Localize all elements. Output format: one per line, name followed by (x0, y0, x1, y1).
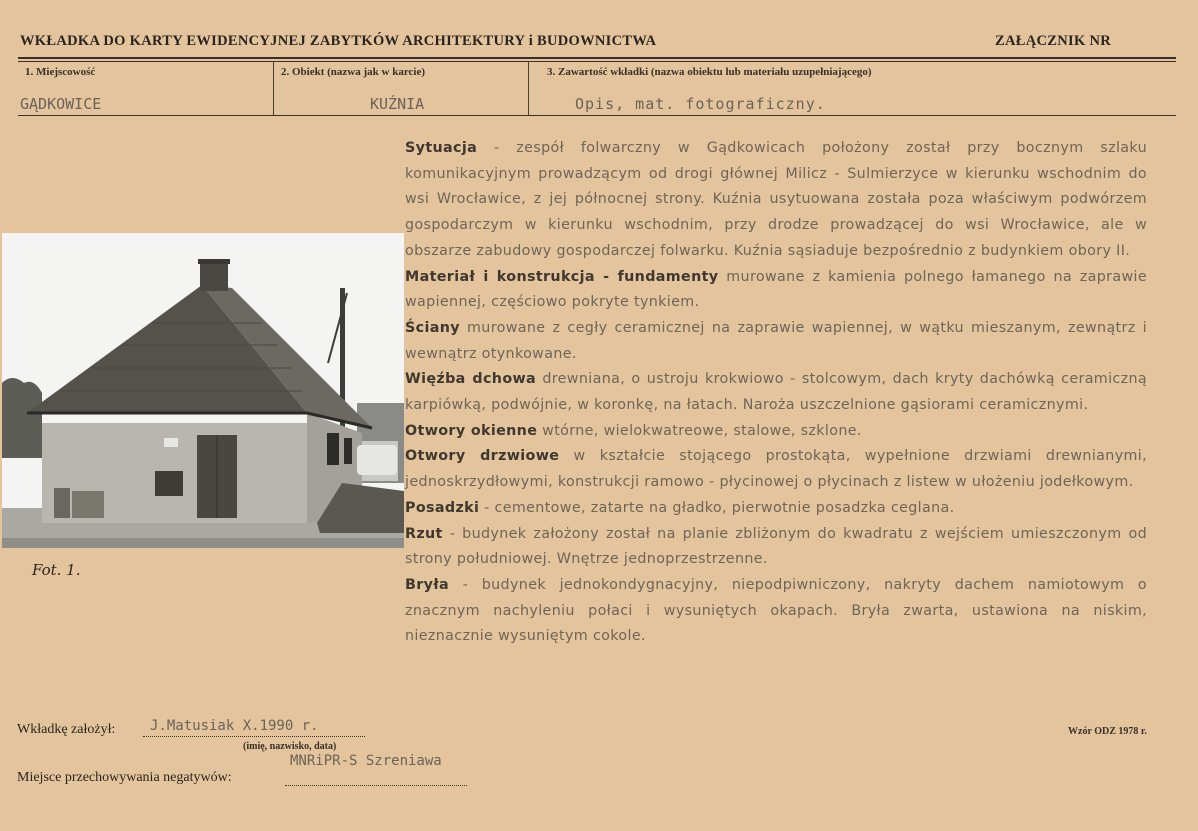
doors-text: w kształcie stojącego prostokąta, wypełnione drzwiami drewnianymi, jednoskrzydłowymi, konstrukcji ramowo - płycinowej o płycinach z listew w ułożeniu jodełkowym. (405, 448, 1147, 491)
content-value: Opis, mat. fotograficzny. (575, 95, 826, 113)
storage-value: MNRiPR-S Szreniawa (290, 753, 442, 769)
storage-dotted-line (285, 785, 467, 786)
description-material (405, 265, 1147, 316)
situation-text: - zespół folwarczny w Gądkowicach położony został przy bocznym szlaku komunikacyjnym prowadzącym od drogi głównej Milicz - Sulmierzyce w kierunku wschodnim do wsi Wrocławice, z jej północnej strony. Kuźnia usytuowana została poza właściwym podwórzem gospodarczym w kierunku wschodnim, przy drodze prowadzącej do wsi Wrocławice, ale w obszarze zabudowy gospodarczej folwarku. Kuźnia sąsiaduje bezpośrednio z budynkiem obory II. (405, 140, 1147, 259)
description-situation (405, 136, 1147, 265)
header-rule-second (18, 61, 1176, 62)
field-divider-1 (273, 61, 274, 115)
plan-text: - budynek założony został na planie zbliżonym do kwadratu z wejściem umieszczonym od strony południowej. Wnętrze jednoprzestrzenne. (405, 525, 1147, 568)
plan-heading: Rzut (405, 525, 443, 542)
author-label: Wkładkę założył: (17, 722, 116, 737)
forge-building-image (2, 233, 404, 548)
situation-heading: Sytuacja (405, 140, 478, 156)
photo-caption: Fot. 1. (32, 561, 81, 579)
storage-label: Miejsce przechowywania negatywów: (17, 770, 232, 785)
mass-heading: Bryła (405, 576, 449, 593)
description-mass (405, 573, 1147, 650)
description-walls (405, 316, 1147, 367)
description-plan (405, 522, 1147, 573)
doors-heading: Otwory drzwiowe (405, 448, 560, 465)
locality-value: GĄDKOWICE (20, 95, 102, 113)
material-text: murowane z kamienia polnego łamanego na zaprawie wapiennej, częściowo pokryte tynkiem. (405, 268, 1147, 311)
walls-heading: Ściany (405, 319, 460, 336)
form-model-label: Wzór ODZ 1978 r. (1068, 726, 1147, 737)
object-value: KUŹNIA (370, 95, 425, 113)
author-hint: (imię, nazwisko, data) (243, 741, 337, 752)
field-divider-2 (528, 61, 529, 115)
mass-text: - budynek jednokondygnacyjny, niepodpiwniczony, nakryty dachem namiotowym o znacznym nachyleniu połaci i wysuniętych okapach. Bryła zwarta, ustawiona na niskim, nieznacznie wysuniętym cokole. (405, 576, 1147, 645)
attachment-number-label: ZAŁĄCZNIK NR (995, 33, 1111, 49)
fields-rule-bottom (18, 115, 1176, 116)
author-dotted-line (143, 736, 365, 737)
windows-text: wtórne, wielokwatreowe, stalowe, szklone. (537, 422, 862, 439)
description-text (405, 136, 1147, 650)
walls-text: murowane z cegły ceramicznej na zaprawie wapiennej, w wątku mieszanym, zewnątrz i wewnątrz otynkowane. (405, 319, 1147, 362)
description-floors (405, 496, 1147, 522)
roof-truss-text: drewniana, o ustroju krokwiowo - stolcowym, dach kryty dachówką ceramiczną karpiówką, podwójnie, w koronkę, na łatach. Naroża uszczelnione gąsiorami ceramicznymi. (405, 371, 1147, 414)
locality-label: 1. Miejscowość (25, 66, 96, 78)
header-rule-top (18, 57, 1176, 59)
form-title: WKŁADKA DO KARTY EWIDENCYJNEJ ZABYTKÓW ARCHITEKTURY i BUDOWNICTWA (20, 33, 657, 49)
floors-text: - cementowe, zatarte na gładko, pierwotnie posadzka ceglana. (479, 499, 955, 516)
author-value: J.Matusiak X.1990 r. (150, 718, 319, 734)
object-label: 2. Obiekt (nazwa jak w karcie) (281, 66, 426, 78)
description-windows (405, 419, 1147, 445)
material-heading: Materiał i konstrukcja - fundamenty (405, 268, 719, 285)
forge-photo (2, 233, 404, 548)
description-doors (405, 444, 1147, 495)
floors-heading: Posadzki (405, 499, 480, 516)
content-label: 3. Zawartość wkładki (nazwa obiektu lub materiału uzupełniającego) (547, 66, 872, 78)
windows-heading: Otwory okienne (405, 422, 538, 439)
description-roof-truss (405, 367, 1147, 418)
roof-truss-heading: Więźba dchowa (405, 371, 537, 388)
